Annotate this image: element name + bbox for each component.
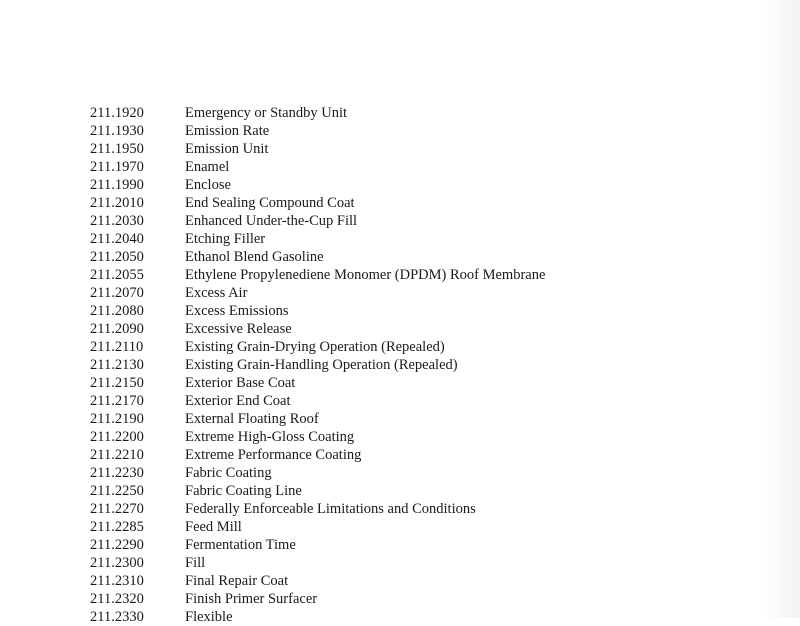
definition-row [90, 338, 750, 356]
defined-term: Fabric Coating Line [185, 483, 302, 499]
section-number: 211.2055 [90, 267, 144, 283]
definition-row [90, 554, 750, 572]
section-number: 211.2290 [90, 537, 144, 553]
section-number: 211.2030 [90, 213, 144, 229]
defined-term: Flexible [185, 609, 233, 625]
defined-term: Etching Filler [185, 231, 266, 247]
defined-term: Enhanced Under-the-Cup Fill [185, 213, 358, 229]
defined-term: Exterior End Coat [185, 393, 291, 409]
defined-term: Feed Mill [185, 519, 242, 535]
section-number: 211.2080 [90, 303, 144, 319]
section-number: 211.2190 [90, 411, 144, 427]
section-number: 211.1950 [90, 141, 144, 157]
section-number: 211.2310 [90, 573, 144, 589]
defined-term: Ethylene Propylenediene Monomer (DPDM) Roof Membrane [185, 267, 546, 283]
definition-row [90, 572, 750, 590]
defined-term: Existing Grain-Drying Operation (Repealed) [185, 339, 445, 355]
defined-term: Ethanol Blend Gasoline [185, 249, 324, 265]
section-number: 211.2270 [90, 501, 144, 517]
section-number: 211.2300 [90, 555, 144, 571]
section-number: 211.2330 [90, 609, 144, 625]
definition-row [90, 500, 750, 518]
definition-row [90, 518, 750, 536]
section-number: 211.1930 [90, 123, 144, 139]
section-number: 211.2070 [90, 285, 144, 301]
section-number: 211.2050 [90, 249, 144, 265]
defined-term: Enclose [185, 177, 231, 193]
section-number: 211.2210 [90, 447, 144, 463]
defined-term: Excess Air [185, 285, 248, 301]
defined-term: Final Repair Coat [185, 573, 289, 589]
defined-term: External Floating Roof [185, 411, 319, 427]
defined-term: Exterior Base Coat [185, 375, 296, 391]
defined-term: Excessive Release [185, 321, 292, 337]
page-edge-shadow [762, 0, 800, 618]
section-number: 211.2110 [90, 339, 144, 355]
defined-term: Emission Unit [185, 141, 269, 157]
definition-row [90, 356, 750, 374]
definition-row [90, 176, 750, 194]
definition-row [90, 446, 750, 464]
section-number: 211.2150 [90, 375, 144, 391]
definition-row [90, 284, 750, 302]
definition-row [90, 158, 750, 176]
definition-row [90, 428, 750, 446]
definition-row [90, 212, 750, 230]
definitions-list [90, 104, 750, 626]
defined-term: Fermentation Time [185, 537, 296, 553]
definition-row [90, 248, 750, 266]
section-number: 211.2040 [90, 231, 144, 247]
defined-term: Emission Rate [185, 123, 270, 139]
definition-row [90, 140, 750, 158]
defined-term: Emergency or Standby Unit [185, 105, 348, 121]
definition-row [90, 266, 750, 284]
section-number: 211.2285 [90, 519, 144, 535]
section-number: 211.2130 [90, 357, 144, 373]
definition-row [90, 392, 750, 410]
defined-term: Extreme High-Gloss Coating [185, 429, 355, 445]
section-number: 211.2320 [90, 591, 144, 607]
section-number: 211.2090 [90, 321, 144, 337]
section-number: 211.2230 [90, 465, 144, 481]
section-number: 211.2200 [90, 429, 144, 445]
defined-term: Fabric Coating [185, 465, 272, 481]
definition-row [90, 320, 750, 338]
defined-term: Federally Enforceable Limitations and Conditions [185, 501, 476, 517]
defined-term: Enamel [185, 159, 230, 175]
definition-row [90, 104, 750, 122]
definition-row [90, 590, 750, 608]
definition-row [90, 302, 750, 320]
definition-row [90, 194, 750, 212]
definition-row [90, 230, 750, 248]
definition-row [90, 608, 750, 626]
definition-row [90, 482, 750, 500]
definition-row [90, 410, 750, 428]
defined-term: Excess Emissions [185, 303, 289, 319]
definition-row [90, 464, 750, 482]
section-number: 211.2250 [90, 483, 144, 499]
section-number: 211.2010 [90, 195, 144, 211]
definition-row [90, 536, 750, 554]
definition-row [90, 122, 750, 140]
defined-term: Finish Primer Surfacer [185, 591, 318, 607]
defined-term: Fill [185, 555, 206, 571]
definition-row [90, 374, 750, 392]
defined-term: End Sealing Compound Coat [185, 195, 355, 211]
section-number: 211.1990 [90, 177, 144, 193]
defined-term: Existing Grain-Handling Operation (Repealed) [185, 357, 458, 373]
section-number: 211.1970 [90, 159, 144, 175]
section-number: 211.1920 [90, 105, 144, 121]
section-number: 211.2170 [90, 393, 144, 409]
defined-term: Extreme Performance Coating [185, 447, 362, 463]
